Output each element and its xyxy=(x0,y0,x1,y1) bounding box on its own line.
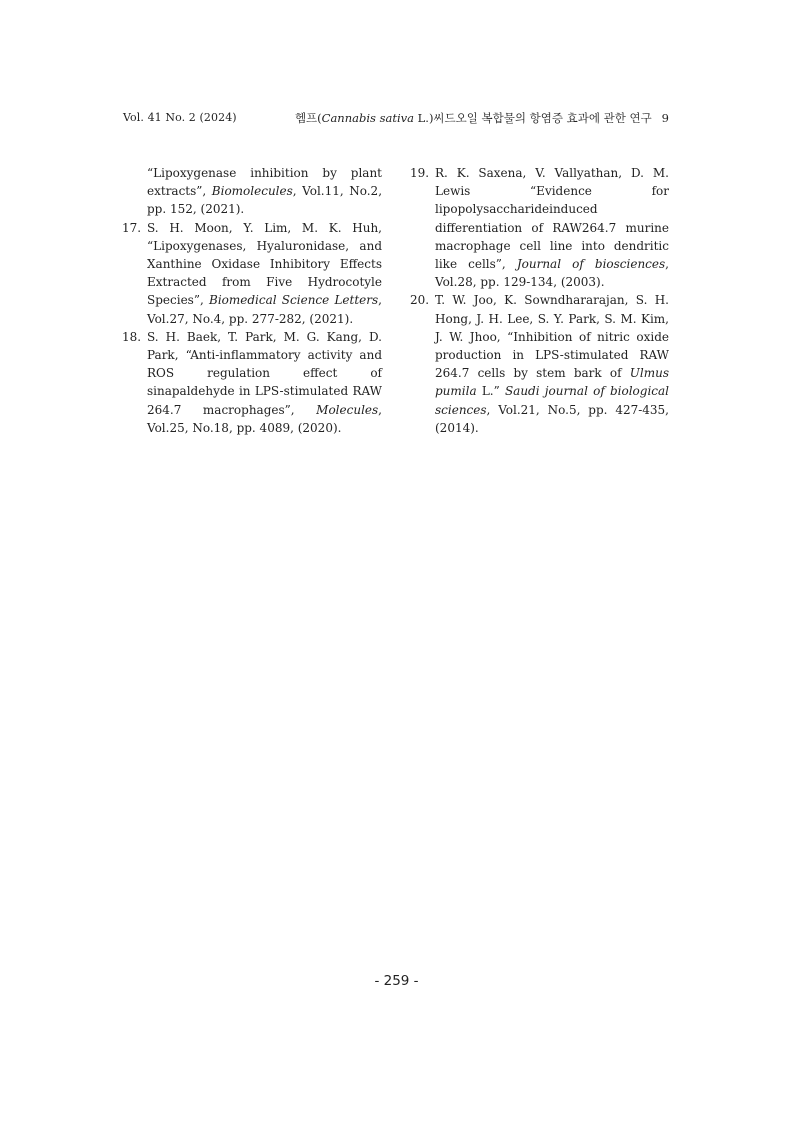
reference-18 xyxy=(122,328,382,437)
ref17-details: , Vol.27, No.4, pp. 277-282, (2021). xyxy=(147,293,382,326)
reference-17 xyxy=(122,219,382,328)
ref19-details: , Vol.28, pp. 129-134, (2003). xyxy=(435,257,669,290)
ref18-details: , Vol.25, No.18, pp. 4089, (2020). xyxy=(147,402,382,435)
reference-19 xyxy=(410,164,669,291)
ref17-number: 17. xyxy=(122,220,142,235)
references-right-column xyxy=(410,164,669,437)
ref16-journal: Biomolecules xyxy=(211,184,293,199)
reference-16-continuation xyxy=(122,164,382,219)
ref19-text: R. K. Saxena, V. Vallyathan, D. M. Lewis “Evidence for lipopolysaccharideinduced differentiation of RAW264.7 murine macrophage cell line into dendritic like cells”, xyxy=(435,166,669,272)
ref17-journal: Biomedical Science Letters xyxy=(209,293,379,308)
ref18-number: 18. xyxy=(122,329,142,344)
ref20-species: Ulmus pumila xyxy=(435,366,669,399)
running-title-species: Cannabis sativa xyxy=(321,111,414,125)
running-title-prefix: 헴프( xyxy=(294,111,322,125)
header-page-number: 9 xyxy=(661,111,669,125)
ref20-text: T. W. Joo, K. Sowndhararajan, S. H. Hong, J. H. Lee, S. Y. Park, S. M. Kim, J. W. Jhoo, “Inhibition of nitric oxide production in LPS-stimulated RAW 264.7 cells by stem bark of xyxy=(435,293,669,381)
ref18-journal: Molecules xyxy=(316,402,379,417)
ref20-number: 20. xyxy=(410,293,430,308)
running-title-suffix: L.)씨드오일 복합물의 항염증 효과에 관한 연구 xyxy=(414,111,652,125)
page-number: - 259 - xyxy=(374,973,419,989)
journal-volume: Vol. 41 No. 2 (2024) xyxy=(123,111,237,124)
running-title xyxy=(295,110,669,126)
ref16-text: “Lipoxygenase inhibition by plant extracts”, xyxy=(147,166,382,199)
ref20-details: , Vol.21, No.5, pp. 427-435, (2014). xyxy=(435,402,669,435)
ref20-text2: L.” xyxy=(476,384,505,399)
reference-20 xyxy=(410,291,669,437)
references-left-column xyxy=(122,164,382,437)
ref19-number: 19. xyxy=(410,166,430,180)
ref17-text: S. H. Moon, Y. Lim, M. K. Huh, “Lipoxygenases, Hyaluronidase, and Xanthine Oxidase Inhibitory Effects Extracted from Five Hydrocotyle Species”, xyxy=(147,220,382,308)
ref20-journal: Saudi journal of biological sciences xyxy=(435,384,670,417)
ref19-journal: Journal of biosciences xyxy=(516,257,666,272)
ref18-text: S. H. Baek, T. Park, M. G. Kang, D. Park, “Anti-inflammatory activity and ROS regulation effect of sinapaldehyde in LPS-stimulated RAW 264.7 macrophages”, xyxy=(147,329,382,417)
ref16-details: , Vol.11, No.2, pp. 152, (2021). xyxy=(147,184,383,217)
